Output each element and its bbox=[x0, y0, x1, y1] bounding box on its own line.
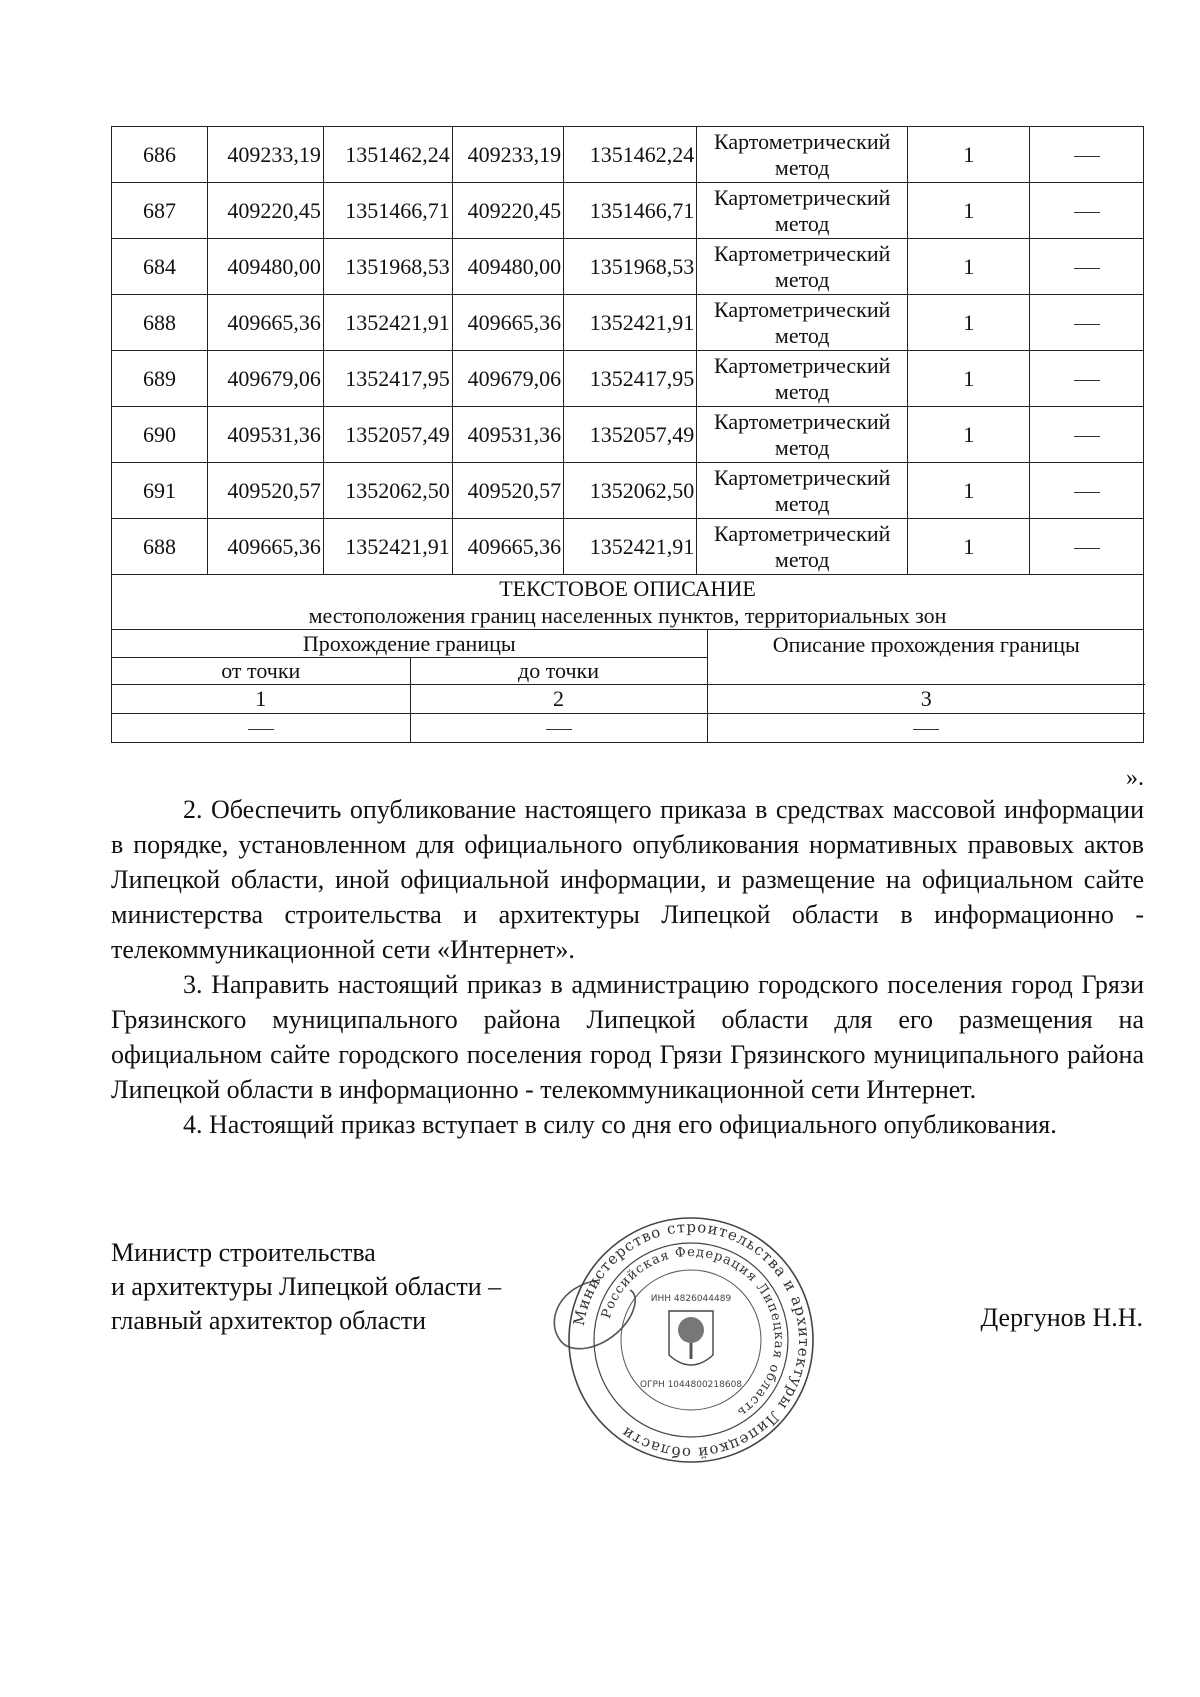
point-description bbox=[1030, 463, 1144, 519]
method-line-1: Картометрический bbox=[713, 184, 891, 210]
x-coordinate-existing: 409665,36 bbox=[208, 519, 324, 575]
y-coordinate-existing: 1352421,91 bbox=[323, 519, 452, 575]
paragraph-4: 4. Настоящий приказ вступает в силу со дня его официального опубликования. bbox=[183, 1110, 1057, 1139]
seal-inner-text: Российская Федерация Липецкая область bbox=[599, 1244, 787, 1420]
method-line-2: метод bbox=[774, 210, 830, 236]
official-seal-icon bbox=[566, 1215, 816, 1465]
method-line-2: метод bbox=[774, 266, 830, 292]
method-line-1: Картометрический bbox=[713, 408, 891, 434]
accuracy-value: 1 bbox=[908, 519, 1030, 575]
method-line-1: Картометрический bbox=[713, 240, 891, 266]
dash-mark bbox=[1074, 436, 1100, 437]
point-description bbox=[1030, 295, 1144, 351]
seal-ogrn: ОГРН 1044800218608 bbox=[639, 1380, 743, 1390]
method-line-1: Картометрический bbox=[713, 296, 891, 322]
y-coordinate-new: 1352421,91 bbox=[564, 295, 697, 351]
x-coordinate-existing: 409480,00 bbox=[208, 239, 324, 295]
point-number: 689 bbox=[112, 351, 208, 407]
determination-method bbox=[697, 463, 908, 519]
y-coordinate-existing: 1352417,95 bbox=[323, 351, 452, 407]
point-description bbox=[1030, 351, 1144, 407]
boundary-description-header: Описание прохождения границы bbox=[772, 632, 1080, 657]
table-row bbox=[112, 351, 1144, 407]
determination-method bbox=[697, 295, 908, 351]
table-row bbox=[112, 295, 1144, 351]
accuracy-value: 1 bbox=[908, 239, 1030, 295]
table-row bbox=[112, 183, 1144, 239]
y-coordinate-existing: 1351466,71 bbox=[323, 183, 452, 239]
table-row bbox=[112, 463, 1144, 519]
determination-method bbox=[697, 183, 908, 239]
table-row bbox=[112, 519, 1144, 575]
signer-line-2: и архитектуры Липецкой области – bbox=[111, 1272, 502, 1301]
determination-method bbox=[697, 239, 908, 295]
determination-method bbox=[697, 519, 908, 575]
dash-mark bbox=[1074, 492, 1100, 493]
method-line-2: метод bbox=[774, 434, 830, 460]
dash-mark bbox=[546, 729, 572, 730]
text-description-header bbox=[112, 575, 1144, 630]
y-coordinate-new: 1352057,49 bbox=[564, 407, 697, 463]
signer-name: Дергунов Н.Н. bbox=[980, 1303, 1143, 1332]
y-coordinate-existing: 1351968,53 bbox=[323, 239, 452, 295]
closing-quote: ». bbox=[1126, 765, 1144, 791]
method-line-1: Картометрический bbox=[713, 128, 891, 154]
x-coordinate-new: 409520,57 bbox=[452, 463, 563, 519]
dash-mark bbox=[913, 729, 939, 730]
y-coordinate-new: 1352417,95 bbox=[564, 351, 697, 407]
signer-title bbox=[111, 1236, 501, 1338]
y-coordinate-existing: 1352062,50 bbox=[323, 463, 452, 519]
y-coordinate-existing: 1352057,49 bbox=[323, 407, 452, 463]
x-coordinate-existing: 409531,36 bbox=[208, 407, 324, 463]
x-coordinate-existing: 409520,57 bbox=[208, 463, 324, 519]
method-line-2: метод bbox=[774, 322, 830, 348]
x-coordinate-existing: 409220,45 bbox=[208, 183, 324, 239]
x-coordinate-new: 409480,00 bbox=[452, 239, 563, 295]
accuracy-value: 1 bbox=[908, 183, 1030, 239]
point-description bbox=[1030, 183, 1144, 239]
x-coordinate-new: 409531,36 bbox=[452, 407, 563, 463]
column-number-3: 3 bbox=[707, 685, 1145, 714]
signer-line-3: главный архитектор области bbox=[111, 1306, 427, 1335]
x-coordinate-new: 409665,36 bbox=[452, 519, 563, 575]
method-line-1: Картометрический bbox=[713, 464, 891, 490]
y-coordinate-existing: 1352421,91 bbox=[323, 295, 452, 351]
table-row bbox=[112, 239, 1144, 295]
point-number: 688 bbox=[112, 519, 208, 575]
x-coordinate-existing: 409233,19 bbox=[208, 127, 324, 183]
point-number: 687 bbox=[112, 183, 208, 239]
to-point-header: до точки bbox=[410, 658, 707, 685]
point-number: 690 bbox=[112, 407, 208, 463]
dash-mark bbox=[248, 729, 274, 730]
boundary-subtable bbox=[112, 630, 1145, 742]
table-row bbox=[112, 407, 1144, 463]
method-line-2: метод bbox=[774, 378, 830, 404]
coordinates-rows bbox=[112, 127, 1144, 575]
dash-mark bbox=[1074, 268, 1100, 269]
point-description bbox=[1030, 127, 1144, 183]
paragraph-2: 2. Обеспечить опубликование настоящего приказа в средствах массовой информации в порядке, установленном для официального опубликования нормативных правовых актов Липецкой области, иной официальной информации, и размещение на официальном сайте министерства строительства и архитектуры Липецкой области в информационно - телекоммуникационной сети «Интернет». bbox=[111, 795, 1144, 964]
text-description-subtitle: местоположения границ населенных пунктов, территориальных зон bbox=[308, 603, 947, 628]
seal-inn: ИНН 4826044489 bbox=[650, 1294, 732, 1304]
point-description bbox=[1030, 407, 1144, 463]
text-description-section bbox=[112, 575, 1144, 743]
x-coordinate-new: 409665,36 bbox=[452, 295, 563, 351]
y-coordinate-new: 1351462,24 bbox=[564, 127, 697, 183]
empty-from-point bbox=[112, 714, 410, 743]
determination-method bbox=[697, 407, 908, 463]
accuracy-value: 1 bbox=[908, 127, 1030, 183]
dash-mark bbox=[1074, 212, 1100, 213]
accuracy-value: 1 bbox=[908, 295, 1030, 351]
x-coordinate-new: 409220,45 bbox=[452, 183, 563, 239]
x-coordinate-new: 409679,06 bbox=[452, 351, 563, 407]
method-line-2: метод bbox=[774, 154, 830, 180]
from-point-header: от точки bbox=[112, 658, 410, 685]
point-number: 691 bbox=[112, 463, 208, 519]
accuracy-value: 1 bbox=[908, 463, 1030, 519]
accuracy-value: 1 bbox=[908, 407, 1030, 463]
signer-line-1: Министр строительства bbox=[111, 1238, 376, 1267]
seal-outer-text: Министерство строительства и архитектуры Липецкой области bbox=[569, 1217, 814, 1463]
method-line-1: Картометрический bbox=[713, 352, 891, 378]
empty-to-point bbox=[410, 714, 707, 743]
determination-method bbox=[697, 351, 908, 407]
determination-method bbox=[697, 127, 908, 183]
dash-mark bbox=[1074, 156, 1100, 157]
x-coordinate-existing: 409679,06 bbox=[208, 351, 324, 407]
y-coordinate-existing: 1351462,24 bbox=[323, 127, 452, 183]
x-coordinate-existing: 409665,36 bbox=[208, 295, 324, 351]
column-number-1: 1 bbox=[112, 685, 410, 714]
point-number: 684 bbox=[112, 239, 208, 295]
dash-mark bbox=[1074, 548, 1100, 549]
accuracy-value: 1 bbox=[908, 351, 1030, 407]
boundary-subtable-cell bbox=[112, 630, 1144, 743]
method-line-1: Картометрический bbox=[713, 520, 891, 546]
order-body bbox=[111, 792, 1144, 1142]
dash-mark bbox=[1074, 380, 1100, 381]
y-coordinate-new: 1351968,53 bbox=[564, 239, 697, 295]
y-coordinate-new: 1352421,91 bbox=[564, 519, 697, 575]
boundary-passage-header: Прохождение границы bbox=[112, 630, 707, 658]
point-number: 686 bbox=[112, 127, 208, 183]
empty-description bbox=[707, 714, 1145, 743]
point-description bbox=[1030, 239, 1144, 295]
point-number: 688 bbox=[112, 295, 208, 351]
y-coordinate-new: 1351466,71 bbox=[564, 183, 697, 239]
text-description-title: ТЕКСТОВОЕ ОПИСАНИЕ bbox=[499, 576, 756, 601]
method-line-2: метод bbox=[774, 546, 830, 572]
y-coordinate-new: 1352062,50 bbox=[564, 463, 697, 519]
column-number-2: 2 bbox=[410, 685, 707, 714]
dash-mark bbox=[1074, 324, 1100, 325]
method-line-2: метод bbox=[774, 490, 830, 516]
paragraph-3: 3. Направить настоящий приказ в администрацию городского поселения город Грязи Грязинского муниципального района Липецкой области для его размещения на официальном сайте городского поселения город Грязи Грязинского муниципального района Липецкой области в информационно - телекоммуникационной сети Интернет. bbox=[111, 970, 1144, 1104]
table-row bbox=[112, 127, 1144, 183]
x-coordinate-new: 409233,19 bbox=[452, 127, 563, 183]
coordinates-table bbox=[111, 126, 1144, 743]
point-description bbox=[1030, 519, 1144, 575]
